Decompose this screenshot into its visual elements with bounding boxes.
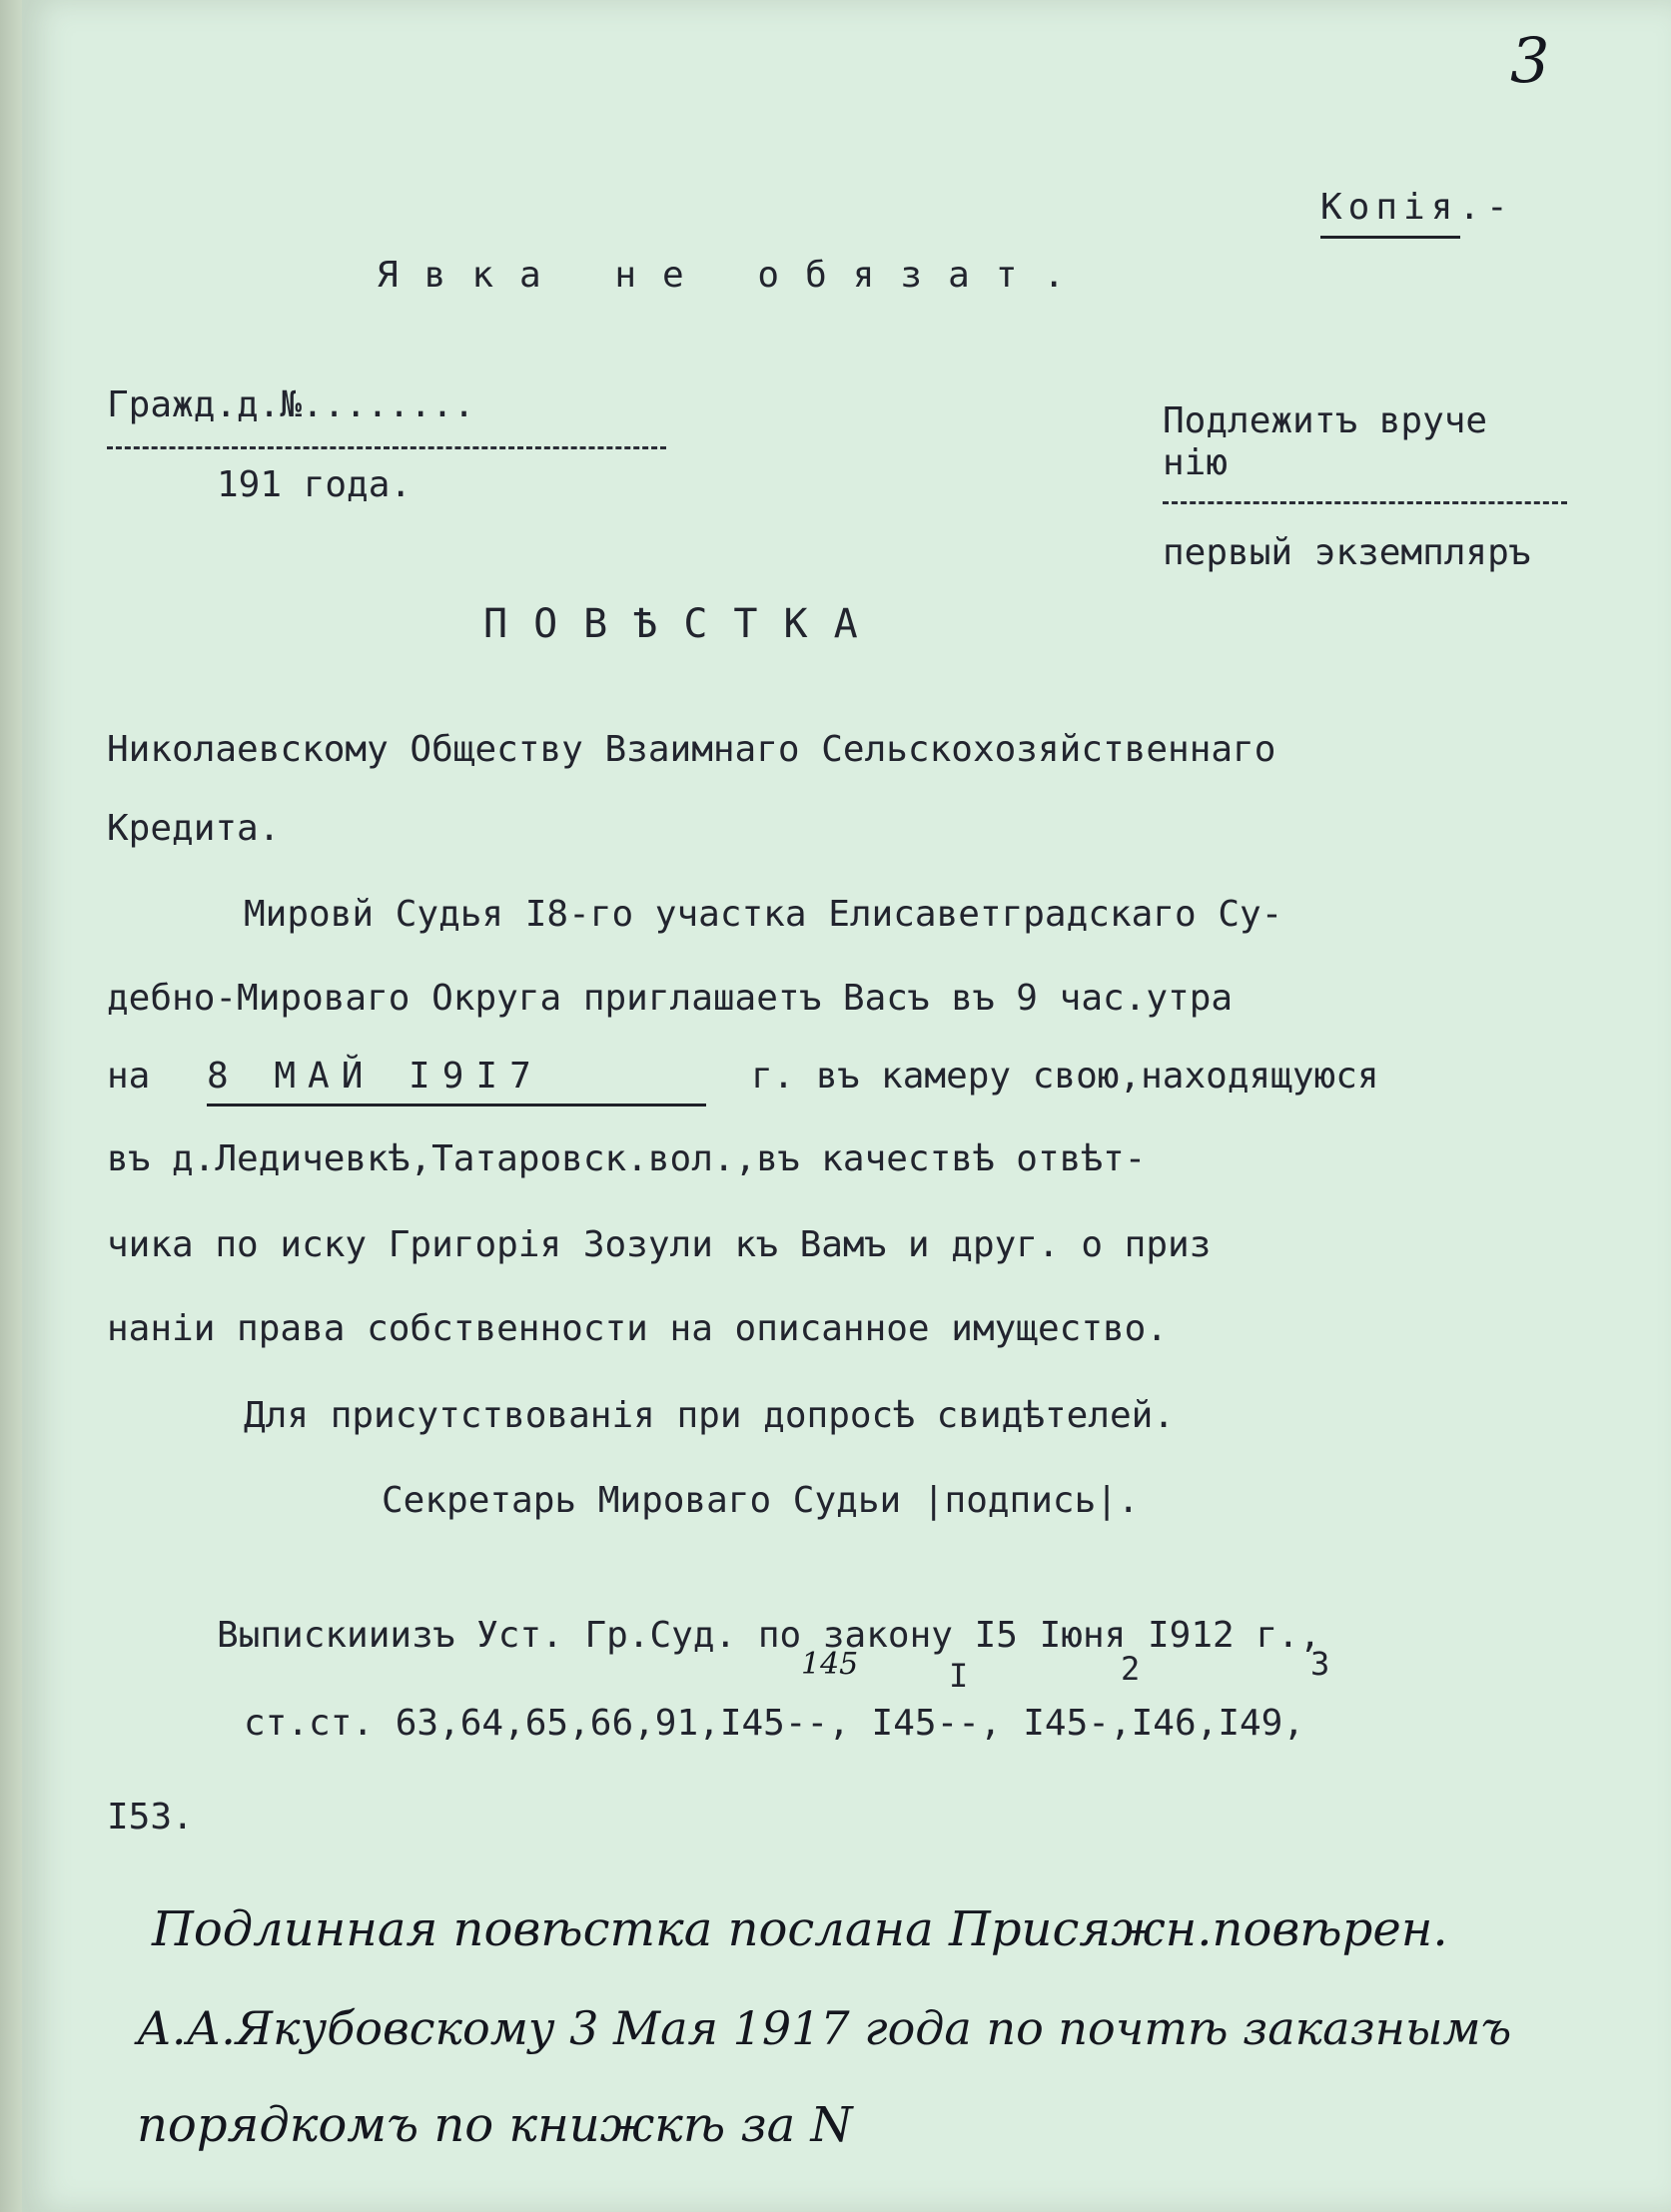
copy-mark: Копія.- [1320, 187, 1514, 228]
year-line: 191 года. [217, 464, 413, 505]
extracts-handwritten-superscript: 145 [801, 1647, 859, 1682]
delivery-note-rule [1163, 501, 1567, 504]
body-line2: дебно-Мироваго Округа приглашаетъ Васъ въ 9 час.утра [107, 978, 1234, 1019]
extracts-line1: Выпискииизъ Уст. Гр.Суд. по закону I5 Iюня I912 г., [217, 1615, 1321, 1656]
case-number-rule [107, 446, 666, 449]
body-line1: Мировй Судья I8-го участка Елисаветградскаго Су- [244, 894, 1283, 935]
handwritten-note-line2: А.А.Якубовскому 3 Мая 1917 года по почтѣ заказнымъ [137, 2001, 1512, 2055]
body-line3-rest: г. въ камеру свою,находящуюся [751, 1056, 1379, 1097]
extracts-superscript-3: 3 [1310, 1645, 1330, 1683]
extracts-superscript-2: 2 [1121, 1650, 1141, 1688]
page-number: 3 [1510, 24, 1550, 97]
body-line4: въ д.Ледичевкѣ,Татаровск.вол.,въ качествѣ отвѣт- [107, 1138, 1147, 1179]
body-line5: чика по иску Григорія Зозули къ Вамъ и друг. о приз [107, 1224, 1212, 1265]
extracts-line2: ст.ст. 63,64,65,66,91,I45--, I45--, I45-,I46,I49, [244, 1703, 1305, 1744]
addressee-line2: Кредита. [107, 808, 281, 849]
copy-designation: первый экземпляръ [1163, 532, 1531, 573]
delivery-note-line1: Подлежитъ вруче [1163, 400, 1488, 441]
addressee-line1: Николаевскому Обществу Взаимнаго Сельскохозяйственнаго [107, 729, 1276, 770]
secretary-signature: Секретарь Мироваго Судьи |подпись|. [382, 1480, 1140, 1521]
body-line6: наніи права собственности на описанное имущество. [107, 1308, 1169, 1349]
extracts-line3: I53. [107, 1797, 194, 1838]
body-line3-prefix: на [107, 1056, 151, 1097]
binding-edge [0, 0, 22, 2212]
handwritten-note-line3: порядкомъ по книжкѣ за N [137, 2097, 853, 2153]
copy-mark-underline [1320, 236, 1460, 239]
body-line7: Для присутствованія при допросѣ свидѣтелей. [244, 1395, 1175, 1436]
extracts-superscript-1: I [949, 1657, 969, 1695]
case-number: Гражд.д.№........ [107, 384, 475, 425]
attendance-note: Явка не обязат. [377, 255, 1092, 296]
handwritten-note-line1: Подлинная повѣстка послана Присяжн.повѣрен. [152, 1901, 1448, 1957]
document-title: ПОВѢСТКА [483, 601, 884, 647]
hearing-date-underline [207, 1104, 706, 1106]
document-page [22, 0, 1671, 2212]
hearing-date: 8 МАЙ I9I7 [207, 1056, 543, 1097]
delivery-note-line2: нію [1163, 442, 1229, 483]
